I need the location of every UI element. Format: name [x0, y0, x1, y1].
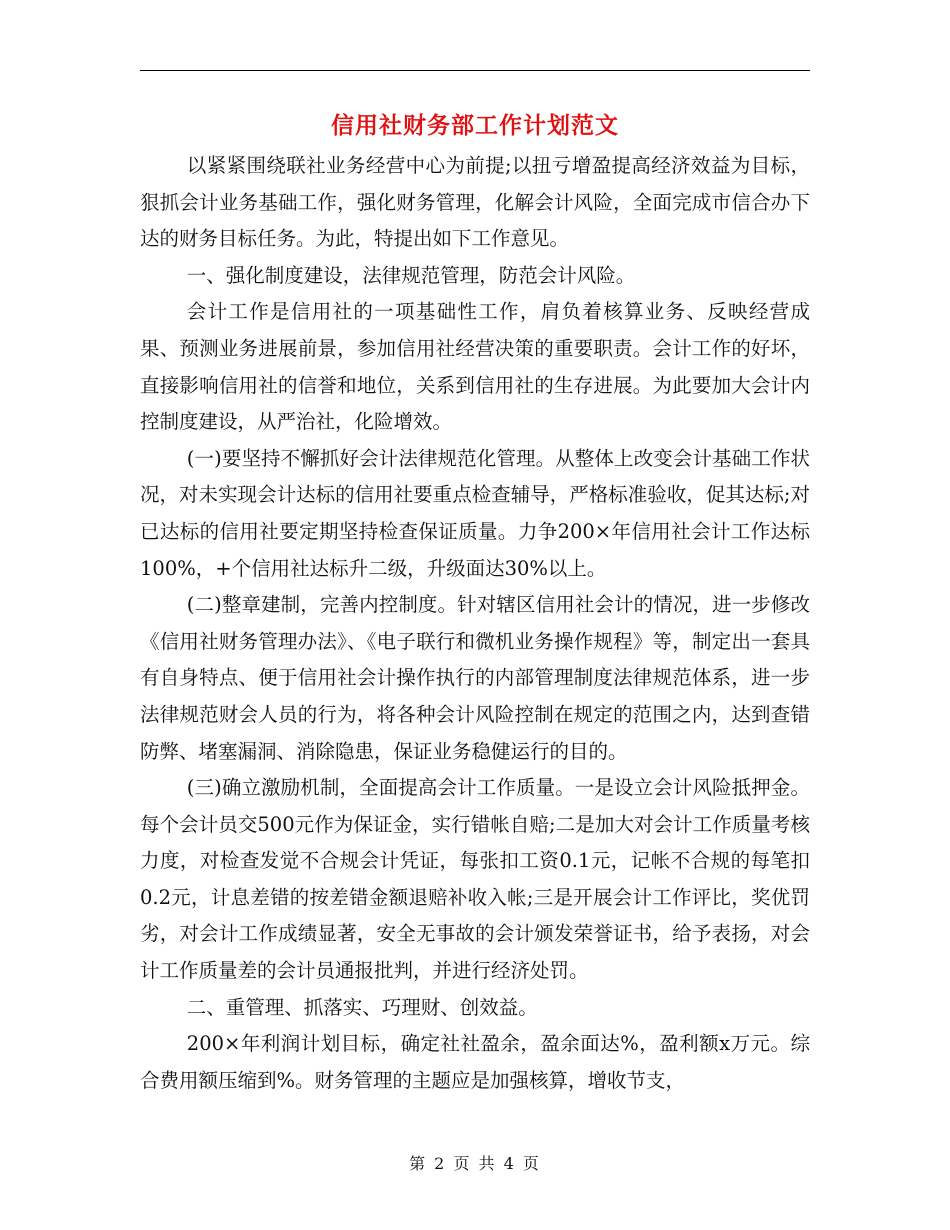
section-heading-2: 二、重管理、抓落实、巧理财、创效益。 [186, 995, 538, 1019]
paragraph: 200×年利润计划目标，确定社社盈余，盈余面达%，盈利额x万元。综合费用额压缩到%。财务管理的主题应是加强核算，增收节支， [140, 1032, 810, 1092]
paragraph: (二)整章建制，完善内控制度。针对辖区信用社会计的情况，进一步修改《信用社财务管理办法》、《电子联行和微机业务操作规程》等，制定出一套具有自身特点、便于信用社会计操作执行的内部管理制度法律规范体系，进一步法律规范财会人员的行为，将各种会计风险控制在规定的范围之内，达到查错防弊、堵塞漏洞、消除隐患，保证业务稳健运行的目的。 [140, 593, 810, 763]
section-heading-1: 一、强化制度建设，法律规范管理，防范会计风险。 [186, 263, 636, 287]
paragraph: 会计工作是信用社的一项基础性工作，肩负着核算业务、反映经营成果、预测业务进展前景，参加信用社经营决策的重要职责。会计工作的好坏，直接影响信用社的信誉和地位，关系到信用社的生存进展。为此要加大会计内控制度建设，从严治社，化险增效。 [140, 300, 810, 434]
document-title: 信用社财务部工作计划范文 [331, 112, 619, 139]
page-number-footer: 第 2 页 共 4 页 [409, 1154, 541, 1173]
header-rule [140, 70, 810, 71]
document-body [140, 148, 810, 1099]
paragraph: (一)要坚持不懈抓好会计法律规范化管理。从整体上改变会计基础工作状况，对未实现会计达标的信用社要重点检查辅导，严格标准验收，促其达标;对已达标的信用社要定期坚持检查保证质量。力争200×年信用社会计工作达标100%，+个信用社达标升二级，升级面达30%以上。 [140, 446, 810, 580]
paragraph: (三)确立激励机制，全面提高会计工作质量。一是设立会计风险抵押金。每个会计员交500元作为保证金，实行错帐自赔;二是加大对会计工作质量考核力度，对检查发觉不合规会计凭证，每张扣工资0.1元，记帐不合规的每笔扣0.2元，计息差错的按差错金额退赔补收入帐;三是开展会计工作评比，奖优罚劣，对会计工作成绩显著，安全无事故的会计颁发荣誉证书，给予表扬，对会计工作质量差的会计员通报批判，并进行经济处罚。 [140, 776, 810, 983]
paragraph-intro: 以紧紧围绕联社业务经营中心为前提;以扭亏增盈提高经济效益为目标，狠抓会计业务基础工作，强化财务管理，化解会计风险，全面完成市信合办下达的财务目标任务。为此，特提出如下工作意见。 [140, 154, 810, 251]
